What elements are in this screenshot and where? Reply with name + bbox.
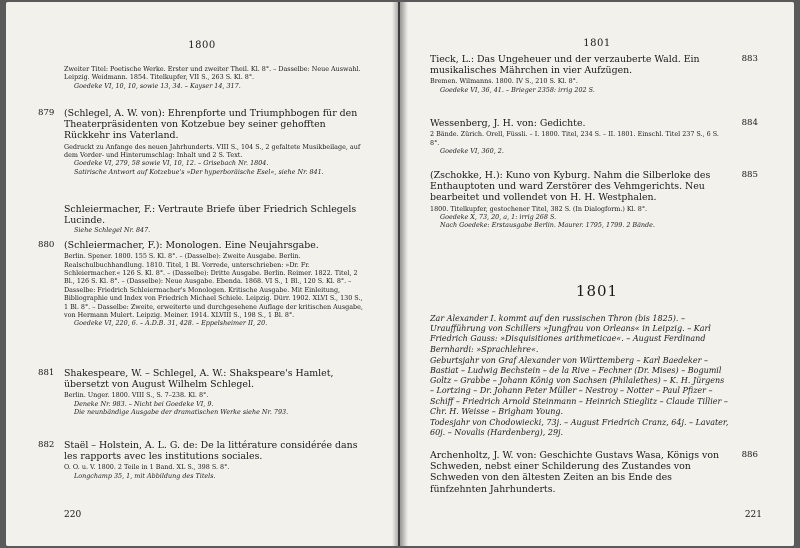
entry-title: (Schleiermacher, F.): Monologen. Eine Neujahrsgabe. xyxy=(64,240,319,251)
entry-880 xyxy=(38,240,364,328)
entry-schleiermacher-briefe xyxy=(64,204,364,235)
chronicle-paragraph: Zar Alexander I. kommt auf den russischen Thron (bis 1825). – Uraufführung von Schillers »Jungfrau von Orleans« in Leipzig. – Karl Friedrich Gauss: »Disquisitiones arithmeticae«. – August Ferdinand Bernhardi: »Sprachlehre«. xyxy=(430,314,711,354)
entry-number: 879 xyxy=(38,108,55,118)
entry-title: Staël – Holstein, A. L. G. de: De la littérature considérée dans les rapports avec les institutions sociales. xyxy=(64,440,358,463)
entry-note: Satirische Antwort auf Kotzebue's »Der hyperboräische Esel«, siehe Nr. 841. xyxy=(74,167,324,176)
entry-number: 882 xyxy=(38,440,55,450)
entry-title: Schleiermacher, F.: Vertraute Briefe über Friedrich Schlegels Lucinde. xyxy=(64,204,357,227)
entry-details: 2 Bände. Zürich. Orell, Füssli. – I. 1800. Titel, 234 S. – II. 1801. Einschl. Titel 237 S., 6 S. 8°. xyxy=(430,130,719,147)
entry-details: O. O. u. V. 1800. 2 Teile in 1 Band. XL S., 398 S. 8°. xyxy=(64,463,230,472)
entry-details: Berlin. Unger. 1800. VIII S., S. 7–238. Kl. 8°. xyxy=(64,391,209,400)
chronicle-paragraph: Geburtsjahr von Graf Alexander von Württemberg – Karl Baedeker – Bastiat – Ludwig Bechstein – de la Rive – Fechner (Dr. Mises) – Bogumil Goltz – Grabbe – Johann König von Sachsen (Philalethes) – K. H. Jürgens – Lortzing – Dr. Johann Peter Müller – Nestroy – Notter – Paul Pfizer – Schiff – Friedrich Arnold Steinmann – Heinrich Stieglitz – Claude Tillier – Chr. H. Weisse – Brigham Young. xyxy=(430,355,728,416)
entry-details: Berlin. Spener. 1800. 155 S. Kl. 8°. – (Dasselbe): Zweite Ausgabe. Berlin. Realschulbuchhandlung. 1810. Titel, 1 Bl. Vorrede, unterschrieben: »Dr. Fr. Schleiermacher.« 126 S. Kl. 8°. – (Dasselbe): Dritte Ausgabe. Berlin. Reimer. 1822. Titel, 2 Bl., 126 S. Kl. 8°. – (Dasselbe): Neue Ausgabe. Ebenda. 1868. VI S., 1 Bl., 120 S. Kl. 8°. – Dasselbe: Friedrich Schleiermacher's Monologen. Kritische Ausgabe. Mit Einleitung, Bibliographie und Index von Friedrich Michael Schiele. Leipzig. Dürr. 1902. XLVI S., 130 S., 1 Bl. 8°. – Dasselbe: Zweite, erweiterte und durchgesehene Auflage der kritischen Ausgabe, von Hermann Mulert. Leipzig. Meiner. 1914. XLVIII S., 198 S., 1 Bl. 8°. xyxy=(64,252,363,320)
book-gutter xyxy=(392,2,408,546)
entry-879 xyxy=(38,108,364,176)
entry-note: Goedeke VI, 279, 58 sowie VI, 10, 12. – Grisebach Nr. 1804. xyxy=(74,159,269,168)
chronicle xyxy=(430,314,730,439)
entry-number: 886 xyxy=(741,450,758,460)
right-page xyxy=(400,2,794,546)
entry-note: Goedeke VI, 220, 6. – A.D.B. 31, 428. – Eppelsheimer II, 20. xyxy=(74,319,268,328)
entry-note: Goedeke VI, 10, 10, sowie 13, 34. – Kayser 14, 317. xyxy=(74,81,241,90)
entry-number: 883 xyxy=(741,54,758,64)
entry-881 xyxy=(38,368,364,417)
entry-note: Longchamp 35, 1, mit Abbildung des Titels. xyxy=(74,471,216,480)
running-head-right: 1801 xyxy=(583,38,611,49)
left-page xyxy=(6,2,398,546)
page-number-left: 220 xyxy=(64,510,82,520)
entry-details: Bremen. Wilmanns. 1800. IV S., 210 S. Kl. 8°. xyxy=(430,77,578,86)
entry-title: Shakespeare, W. – Schlegel, A. W.: Shakspeare's Hamlet, übersetzt von August Wilhelm Schlegel. xyxy=(64,368,334,391)
entry-note: Nach Goedeke: Erstausgabe Berlin. Maurer. 1795, 1799. 2 Bände. xyxy=(440,221,655,230)
entry-continuation xyxy=(64,64,364,90)
entry-title: Wessenberg, J. H. von: Gedichte. xyxy=(430,118,586,129)
page-number-right: 221 xyxy=(744,510,762,520)
entry-number: 885 xyxy=(741,170,758,180)
entry-note: Die neunbändige Ausgabe der dramatischen Werke siehe Nr. 793. xyxy=(74,408,289,417)
entry-details: 1800. Titelkupfer, gestochener Titel, 382 S. (In Dialogform.) Kl. 8°. xyxy=(430,204,648,213)
entry-number: 881 xyxy=(38,368,55,378)
chronicle-paragraph: Todesjahr von Chodowiecki, 73j. – August Friedrich Cranz, 64j. – Lavater, 60j. – Novalis (Hardenberg), 29j. xyxy=(430,418,729,438)
entry-note: Siehe Schlegel Nr. 847. xyxy=(74,226,151,235)
entry-number: 884 xyxy=(741,118,758,128)
entry-title: Archenholtz, J. W. von: Geschichte Gustavs Wasa, Königs von Schweden, nebst einer Schilderung des Zustandes von Schweden von den ältesten Zeiten an bis Ende des fünfzehnten Jahrhunderts. xyxy=(430,450,720,495)
running-head-left: 1800 xyxy=(188,40,216,51)
entry-note: Goedeke VI, 360, 2. xyxy=(440,147,504,156)
year-heading: 1801 xyxy=(575,282,619,300)
entry-title: Tieck, L.: Das Ungeheuer und der verzauberte Wald. Ein musikalisches Mährchen in vier Aufzügen. xyxy=(430,54,700,77)
entry-note: Goedeke X, 73, 20, a, 1: irrig 268 S. xyxy=(440,213,557,222)
entry-886 xyxy=(430,450,758,495)
entry-882 xyxy=(38,440,364,480)
entry-883 xyxy=(430,54,758,94)
entry-885 xyxy=(430,170,758,230)
entry-title: (Zschokke, H.): Kuno von Kyburg. Nahm die Silberloke des Enthauptoten und ward Zerstörer des Vehmgerichts. Neu bearbeitet und vollendet von H. H. Westphalen. xyxy=(430,170,711,204)
entry-title: (Schlegel, A. W. von): Ehrenpforte und Triumphbogen für den Theaterpräsidenten von Kotzebue bey seiner gehofften Rückkehr ins Vaterland. xyxy=(64,108,358,142)
entry-note: Goedeke VI, 36, 41. – Brieger 2358: irrig 202 S. xyxy=(440,85,595,94)
entry-details: Gedruckt zu Anfange des neuen Jahrhunderts. VIII S., 104 S., 2 gefaltete Musikbeilage, auf dem Vorder- und Hinterumschlag: Inhalt und 2 S. Text. xyxy=(64,142,361,160)
entry-number: 880 xyxy=(38,240,55,250)
entry-details: Zweiter Titel: Poetische Werke. Erster und zweiter Theil. Kl. 8°. – Dasselbe: Neue Auswahl. Leipzig. Weidmann. 1854. Titelkupfer, VII S., 263 S. Kl. 8°. xyxy=(64,65,361,82)
entry-note: Deneke Nr. 983. – Nicht bei Goedeke VI, 9. xyxy=(74,399,214,408)
entry-884 xyxy=(430,118,758,156)
